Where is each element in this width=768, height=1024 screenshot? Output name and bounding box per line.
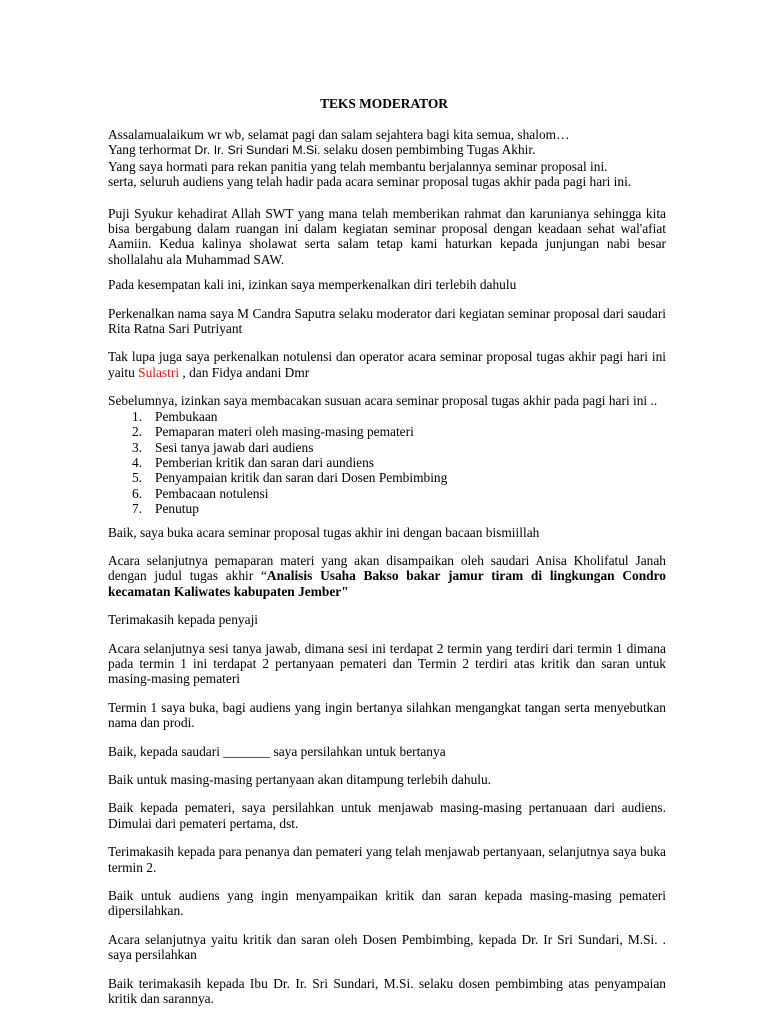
paragraph-ditampung: Baik untuk masing-masing pertanyaan akan ditampung terlebih dahulu. (108, 772, 492, 787)
agenda-label: Pemaparan materi oleh masing-masing pemateri (155, 424, 414, 440)
agenda-number: 3. (132, 439, 143, 455)
agenda-number: 4. (132, 454, 143, 470)
document-title: TEKS MODERATOR (320, 96, 448, 111)
agenda-label: Pembacaan notulensi (155, 485, 269, 501)
paragraph-menjawab: Baik kepada pemateri, saya persilahkan untuk menjawab masing-masing pertanuaan dari audiens. Dimulai dari pemateri pertama, dst. (108, 800, 666, 831)
agenda-number: 1. (132, 408, 143, 424)
agenda-label: Pemberian kritik dan saran dari aundiens (155, 454, 375, 470)
agenda-item (108, 409, 666, 424)
paragraph-termin-2: Terimakasih kepada para penanya dan pemateri yang telah menjawab pertanyaan, selanjutnya saya buka termin 2. (108, 844, 666, 875)
pemaparan-text: Acara selanjutnya pemaparan materi yang akan disampaikan oleh saudari Anisa Kholifatul Janah dengan judul tugas akhir “ (108, 552, 666, 584)
agenda-list (108, 409, 666, 517)
paragraph-pemaparan (108, 553, 666, 599)
notulensi-highlight-name: Sulastri (138, 364, 180, 380)
paragraph-kritik-dosen: Acara selanjutnya yaitu kritik dan saran oleh Dosen Pembimbing, kepada Dr. Ir Sri Sundari, M.Si. . saya persilahkan (108, 931, 666, 963)
paragraph-terimakasih-penyaji: Terimakasih kepada penyaji (108, 612, 259, 628)
document-body (108, 127, 666, 1006)
agenda-item (108, 455, 666, 470)
paragraph-termin-1: Termin 1 saya buka, bagi audiens yang ingin bertanya silahkan mengangkat tangan serta menyebutkan nama dan prodi. (108, 699, 666, 731)
agenda-item (108, 501, 666, 516)
agenda-item (108, 424, 666, 439)
honor-supervisor-suffix: selaku dosen pembimbing Tugas Akhir. (320, 142, 536, 158)
honor-supervisor-prefix: Yang terhormat (108, 142, 195, 158)
paragraph-susunan: Sebelumnya, izinkan saya membacakan susuan acara seminar proposal tugas akhir pada pagi hari ini .. (108, 393, 658, 409)
paragraph-terimakasih-dosen: Baik terimakasih kepada Ibu Dr. Ir. Sri Sundari, M.Si. selaku dosen pembimbing atas penyampaian kritik dan sarannya. (108, 975, 666, 1007)
supervisor-name: Dr. Ir. Sri Sundari M.Si. (194, 143, 321, 158)
paragraph-kesempatan: Pada kesempatan kali ini, izinkan saya memperkenalkan diri terlebih dahulu (108, 277, 517, 293)
agenda-label: Penutup (155, 501, 199, 517)
paragraph-buka-acara: Baik, saya buka acara seminar proposal tugas akhir ini dengan bacaan bismiillah (108, 524, 540, 540)
agenda-item (108, 470, 666, 485)
paragraph-kepada-saudari: Baik, kepada saudari _______ saya persilahkan untuk bertanya (108, 743, 446, 759)
thesis-title: Analisis Usaha Bakso bakar jamur tiram di lingkungan Condro kecamatan Kaliwates kabupaten Jember" (108, 568, 667, 599)
paragraph-tanya-jawab: Acara selanjutnya sesi tanya jawab, dimana sesi ini terdapat 2 termin yang terdiri dari termin 1 dimana pada termin 1 ini terdapat 2 pertanyaan pemateri dan Termin 2 terdiri atas kritik dan saran untuk masing-masing pemateri (108, 640, 666, 687)
opening-greeting (108, 127, 666, 190)
paragraph-perkenalkan: Perkenalkan nama saya M Candra Saputra selaku moderator dari kegiatan seminar proposal dari saudari Rita Ratna Sari Putriyant (108, 305, 666, 337)
agenda-item (108, 440, 666, 455)
agenda-number: 7. (132, 501, 143, 517)
honor-committee-line: Yang saya hormati para rekan panitia yang telah membantu berjalannya seminar proposal ini. (108, 158, 608, 174)
paragraph-notulensi (108, 349, 666, 380)
agenda-number: 5. (132, 470, 143, 486)
notulensi-text: Tak lupa juga saya perkenalkan notulensi dan operator acara seminar proposal tugas akhir pagi hari ini yaitu (108, 349, 666, 380)
paragraph-syukur: Puji Syukur kehadirat Allah SWT yang mana telah memberikan rahmat dan karunianya sehingga kita bisa bergabung dalam ruangan ini dalam kegiatan seminar proposal dengan keadaan sehat wal'afiat Aamiin. Kedua kalinya sholawat serta salam tetap kami haturkan kepada junjungan nabi besar shollalahu ala Muhammad SAW. (108, 205, 666, 267)
notulensi-text-end: , dan Fidya andani Dmr (179, 364, 310, 380)
greeting-line: Assalamualaikum wr wb, selamat pagi dan salam sejahtera bagi kita semua, shalom… (108, 127, 570, 142)
agenda-label: Penyampaian kritik dan saran dari Dosen Pembimbing (155, 470, 448, 486)
agenda-label: Sesi tanya jawab dari audiens (155, 439, 314, 455)
honor-audience-line: serta, seluruh audiens yang telah hadir pada acara seminar proposal tugas akhir pada pagi hari ini. (108, 174, 632, 190)
agenda-number: 2. (132, 424, 143, 440)
honor-supervisor-line (108, 142, 666, 158)
agenda-item (108, 486, 666, 501)
agenda-number: 6. (132, 485, 143, 501)
agenda-label: Pembukaan (155, 408, 218, 424)
paragraph-kritik-audiens: Baik untuk audiens yang ingin menyampaikan kritik dan saran kepada masing-masing pemateri dipersilahkan. (108, 888, 666, 919)
